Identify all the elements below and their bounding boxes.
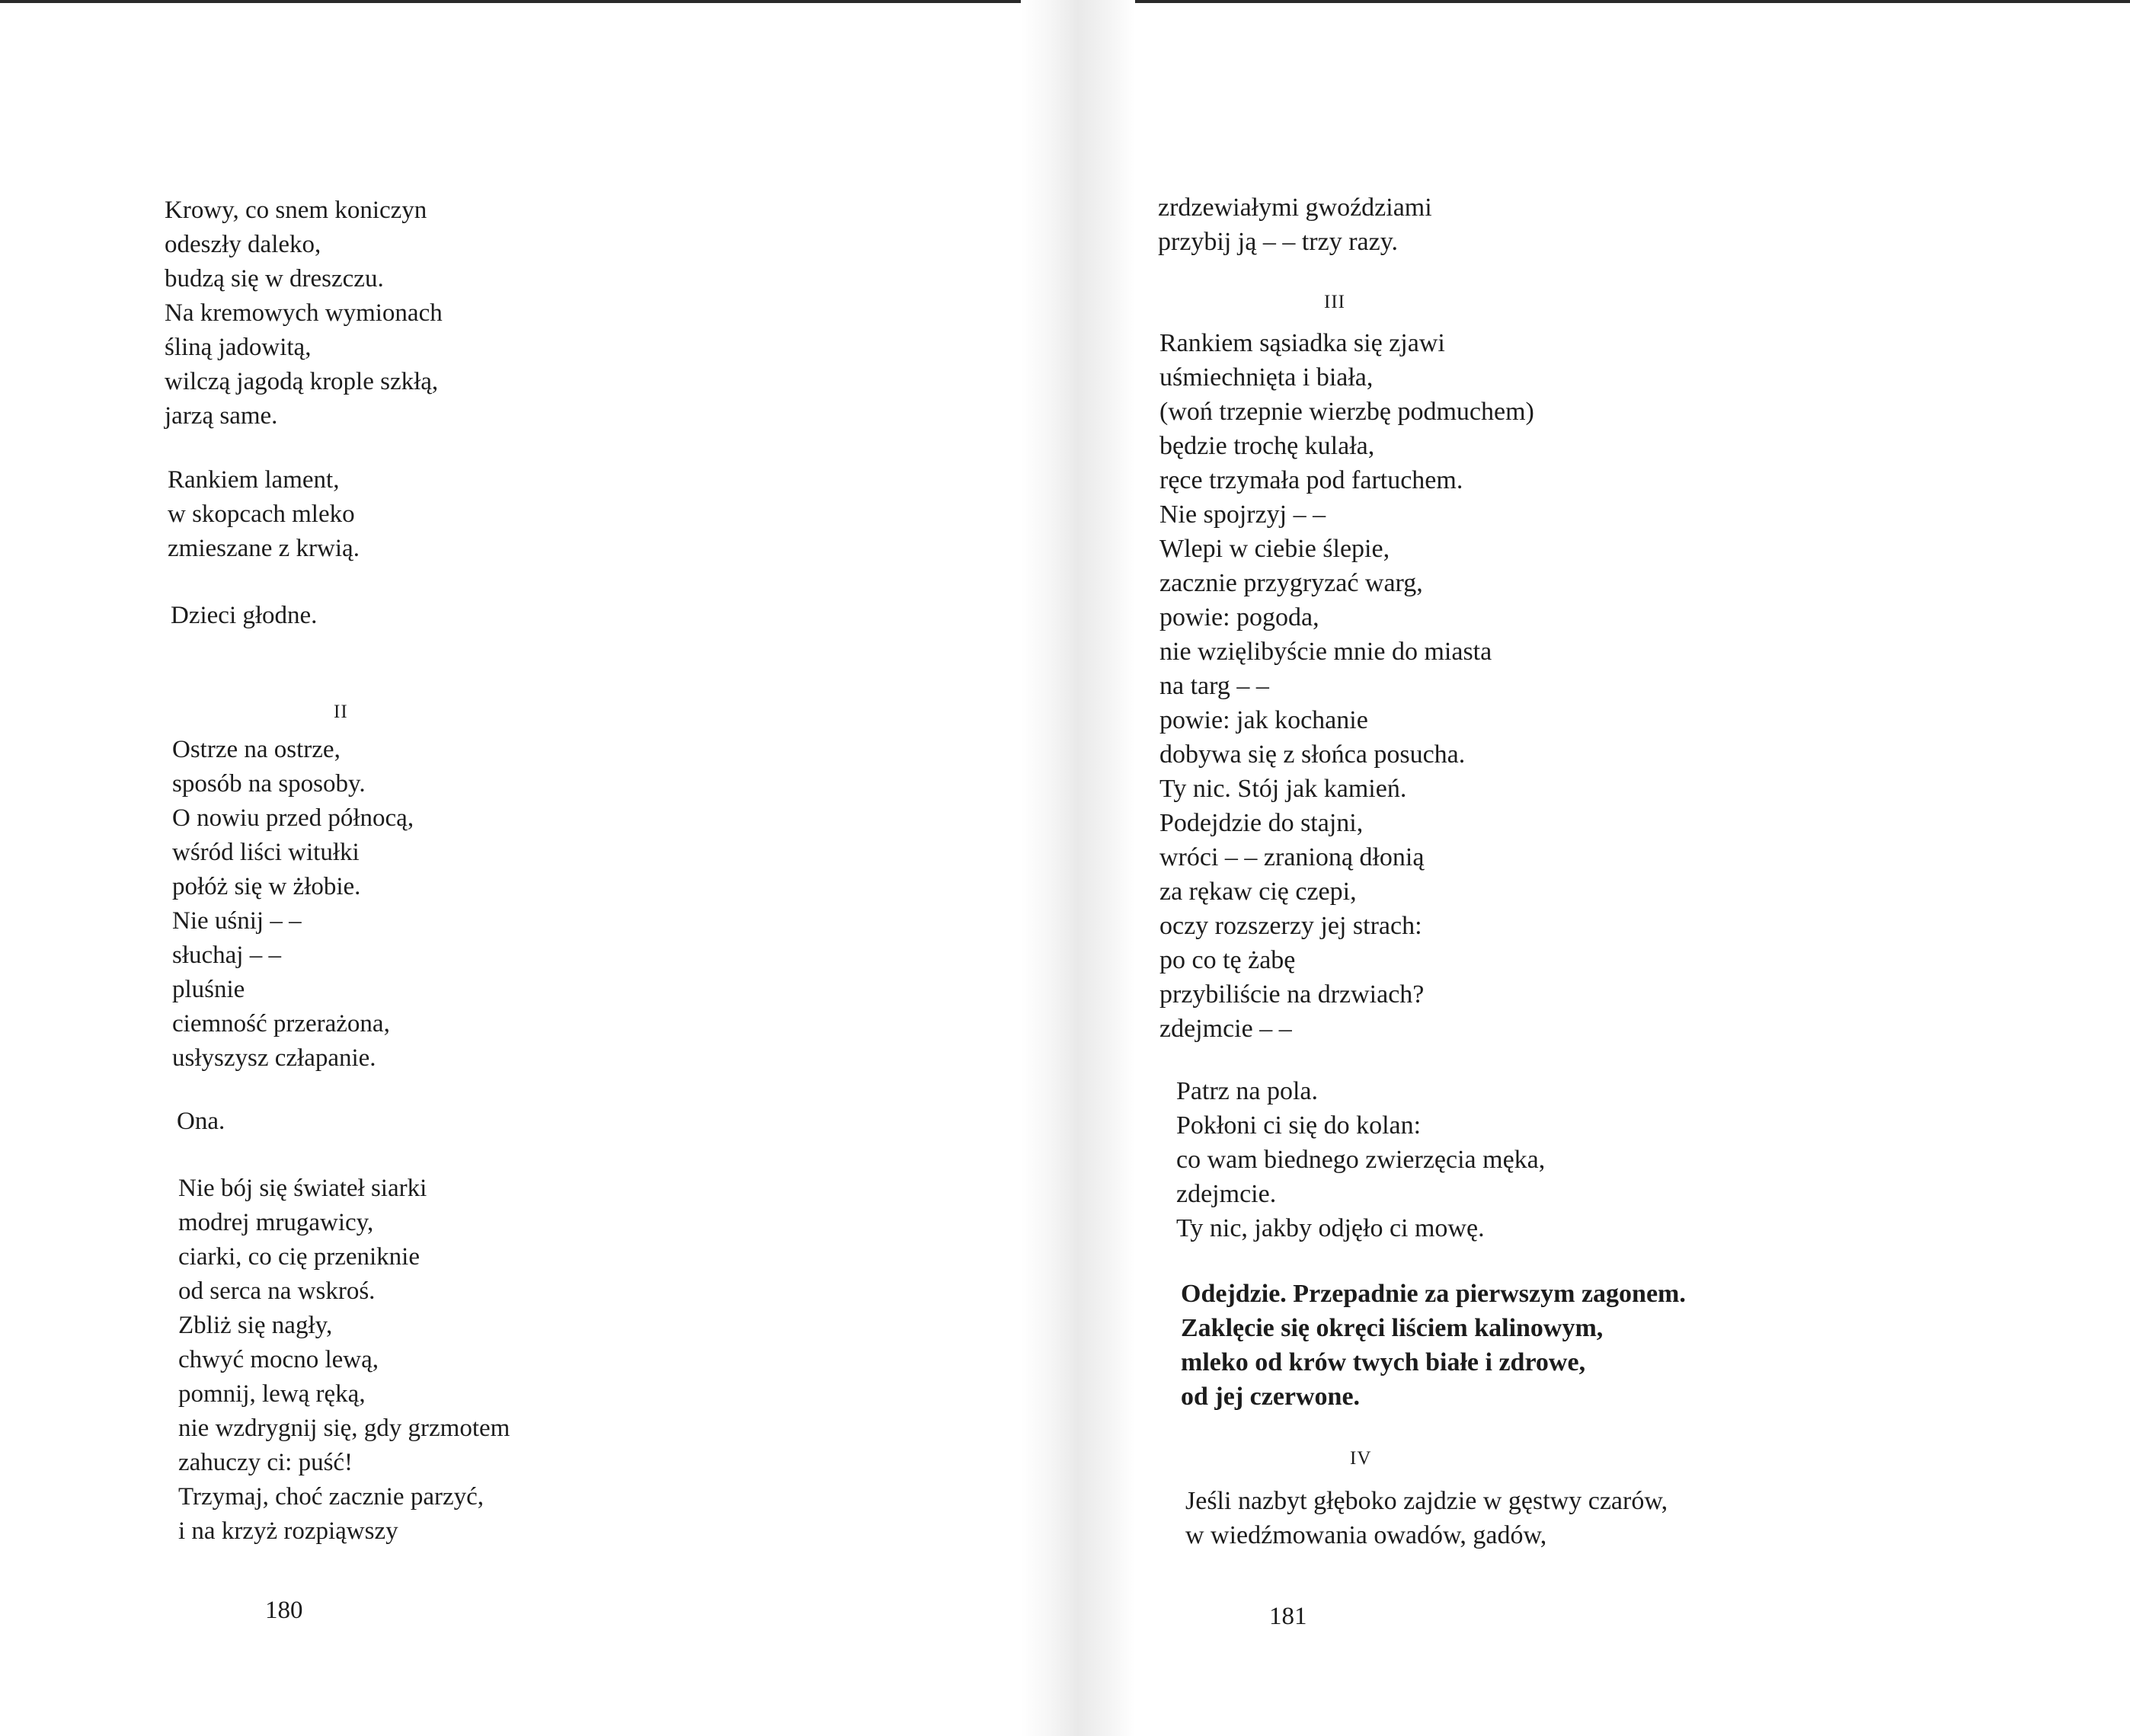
verse-line: Zbliż się nagły, xyxy=(178,1312,333,1339)
verse-line: powie: pogoda, xyxy=(1159,603,1319,631)
verse-line: chwyć mocno lewą, xyxy=(178,1346,379,1373)
verse-line: Ostrze na ostrze, xyxy=(172,736,341,763)
verse-line: połóż się w żłobie. xyxy=(172,873,361,900)
verse-line: Rankiem lament, xyxy=(168,466,340,494)
verse-line: sposób na sposoby. xyxy=(172,770,366,798)
verse-line: ciemność przerażona, xyxy=(172,1010,390,1037)
verse-line: Jeśli nazbyt głęboko zajdzie w gęstwy czarów, xyxy=(1185,1487,1668,1515)
verse-line: zacznie przygryzać warg, xyxy=(1159,569,1423,597)
verse-line: przybiliście na drzwiach? xyxy=(1159,980,1425,1009)
left-stanza-3 xyxy=(171,599,317,633)
left-stanza-5 xyxy=(177,1105,225,1139)
verse-line: mleko od krów twych białe i zdrowe, xyxy=(1181,1348,1586,1376)
verse-line: co wam biednego zwierzęcia męka, xyxy=(1176,1146,1546,1174)
section-heading-II: II xyxy=(334,702,348,722)
verse-line: wróci – – zranioną dłonią xyxy=(1159,843,1425,871)
verse-line: modrej mrugawicy, xyxy=(178,1209,374,1236)
verse-line: O nowiu przed północą, xyxy=(172,804,414,832)
verse-line: odeszły daleko, xyxy=(165,231,321,258)
right-stanza-4 xyxy=(1181,1277,1686,1414)
verse-line: od jej czerwone. xyxy=(1181,1383,1361,1411)
verse-line: za rękaw cię czepi, xyxy=(1159,878,1357,906)
left-stanza-4 xyxy=(172,733,414,1076)
right-page xyxy=(1067,0,2130,1736)
left-stanza-1 xyxy=(165,193,443,433)
verse-line: Ty nic, jakby odjęło ci mowę. xyxy=(1176,1214,1485,1242)
verse-line: w wiedźmowania owadów, gadów, xyxy=(1185,1521,1547,1549)
verse-line: Nie bój się świateł siarki xyxy=(178,1175,427,1202)
verse-line: nie wzdrygnij się, gdy grzmotem xyxy=(178,1415,510,1442)
right-stanza-2 xyxy=(1159,326,1534,1046)
verse-line: Odejdzie. Przepadnie za pierwszym zagonem. xyxy=(1181,1280,1686,1308)
verse-line: Ona. xyxy=(177,1108,225,1135)
verse-line: pomnij, lewą ręką, xyxy=(178,1380,366,1408)
verse-line: po co tę żabę xyxy=(1159,946,1296,974)
left-page xyxy=(0,0,1059,1736)
verse-line: Pokłoni ci się do kolan: xyxy=(1176,1111,1422,1140)
verse-line: będzie trochę kulała, xyxy=(1159,432,1375,460)
left-stanza-2 xyxy=(168,463,360,566)
verse-line: śliną jadowitą, xyxy=(165,334,312,361)
section-heading-III: III xyxy=(1324,292,1345,312)
verse-line: zahuczy ci: puść! xyxy=(178,1449,353,1476)
right-stanza-1 xyxy=(1158,190,1432,259)
page-number: 180 xyxy=(265,1597,303,1624)
verse-line: Podejdzie do stajni, xyxy=(1159,809,1364,837)
verse-line: wśród liści witułki xyxy=(172,839,360,866)
verse-line: (woń trzepnie wierzbę podmuchem) xyxy=(1159,398,1534,426)
verse-line: jarzą same. xyxy=(165,402,278,430)
verse-line: uśmiechnięta i biała, xyxy=(1159,363,1374,392)
verse-line: i na krzyż rozpiąwszy xyxy=(178,1517,398,1545)
verse-line: budzą się w dreszczu. xyxy=(165,265,384,293)
verse-line: zdejmcie – – xyxy=(1159,1015,1292,1043)
verse-line: Ty nic. Stój jak kamień. xyxy=(1159,775,1407,803)
verse-line: Trzymaj, choć zacznie parzyć, xyxy=(178,1483,484,1511)
verse-line: usłyszysz człapanie. xyxy=(172,1044,376,1072)
left-stanza-6 xyxy=(178,1172,510,1549)
verse-line: Dzieci głodne. xyxy=(171,602,318,629)
right-stanza-3 xyxy=(1176,1074,1545,1245)
verse-line: ręce trzymała pod fartuchem. xyxy=(1159,466,1463,494)
section-heading-IV: IV xyxy=(1350,1448,1372,1469)
verse-line: Krowy, co snem koniczyn xyxy=(165,197,427,224)
verse-line: Nie spojrzyj – – xyxy=(1159,500,1326,529)
verse-line: od serca na wskroś. xyxy=(178,1277,376,1305)
verse-line: dobywa się z słońca posucha. xyxy=(1159,740,1466,769)
verse-line: pluśnie xyxy=(172,976,245,1003)
verse-line: zdejmcie. xyxy=(1176,1180,1277,1208)
verse-line: Patrz na pola. xyxy=(1176,1077,1318,1105)
verse-line: słuchaj – – xyxy=(172,942,281,969)
verse-line: zmieszane z krwią. xyxy=(168,535,360,562)
verse-line: nie wzięlibyście mnie do miasta xyxy=(1159,638,1492,666)
page-number: 181 xyxy=(1269,1603,1307,1630)
right-stanza-5 xyxy=(1185,1484,1668,1552)
verse-line: ciarki, co cię przeniknie xyxy=(178,1243,420,1271)
verse-line: Na kremowych wymionach xyxy=(165,299,443,327)
verse-line: Nie uśnij – – xyxy=(172,907,302,935)
verse-line: zrdzewiałymi gwoździami xyxy=(1158,193,1432,222)
verse-line: Zaklęcie się okręci liściem kalinowym, xyxy=(1181,1314,1604,1342)
verse-line: powie: jak kochanie xyxy=(1159,706,1368,734)
verse-line: w skopcach mleko xyxy=(168,500,355,528)
verse-line: na targ – – xyxy=(1159,672,1269,700)
verse-line: wilczą jagodą krople szkłą, xyxy=(165,368,439,395)
verse-line: Wlepi w ciebie ślepie, xyxy=(1159,535,1390,563)
verse-line: Rankiem sąsiadka się zjawi xyxy=(1159,329,1445,357)
verse-line: oczy rozszerzy jej strach: xyxy=(1159,912,1422,940)
verse-line: przybij ją – – trzy razy. xyxy=(1158,228,1398,256)
